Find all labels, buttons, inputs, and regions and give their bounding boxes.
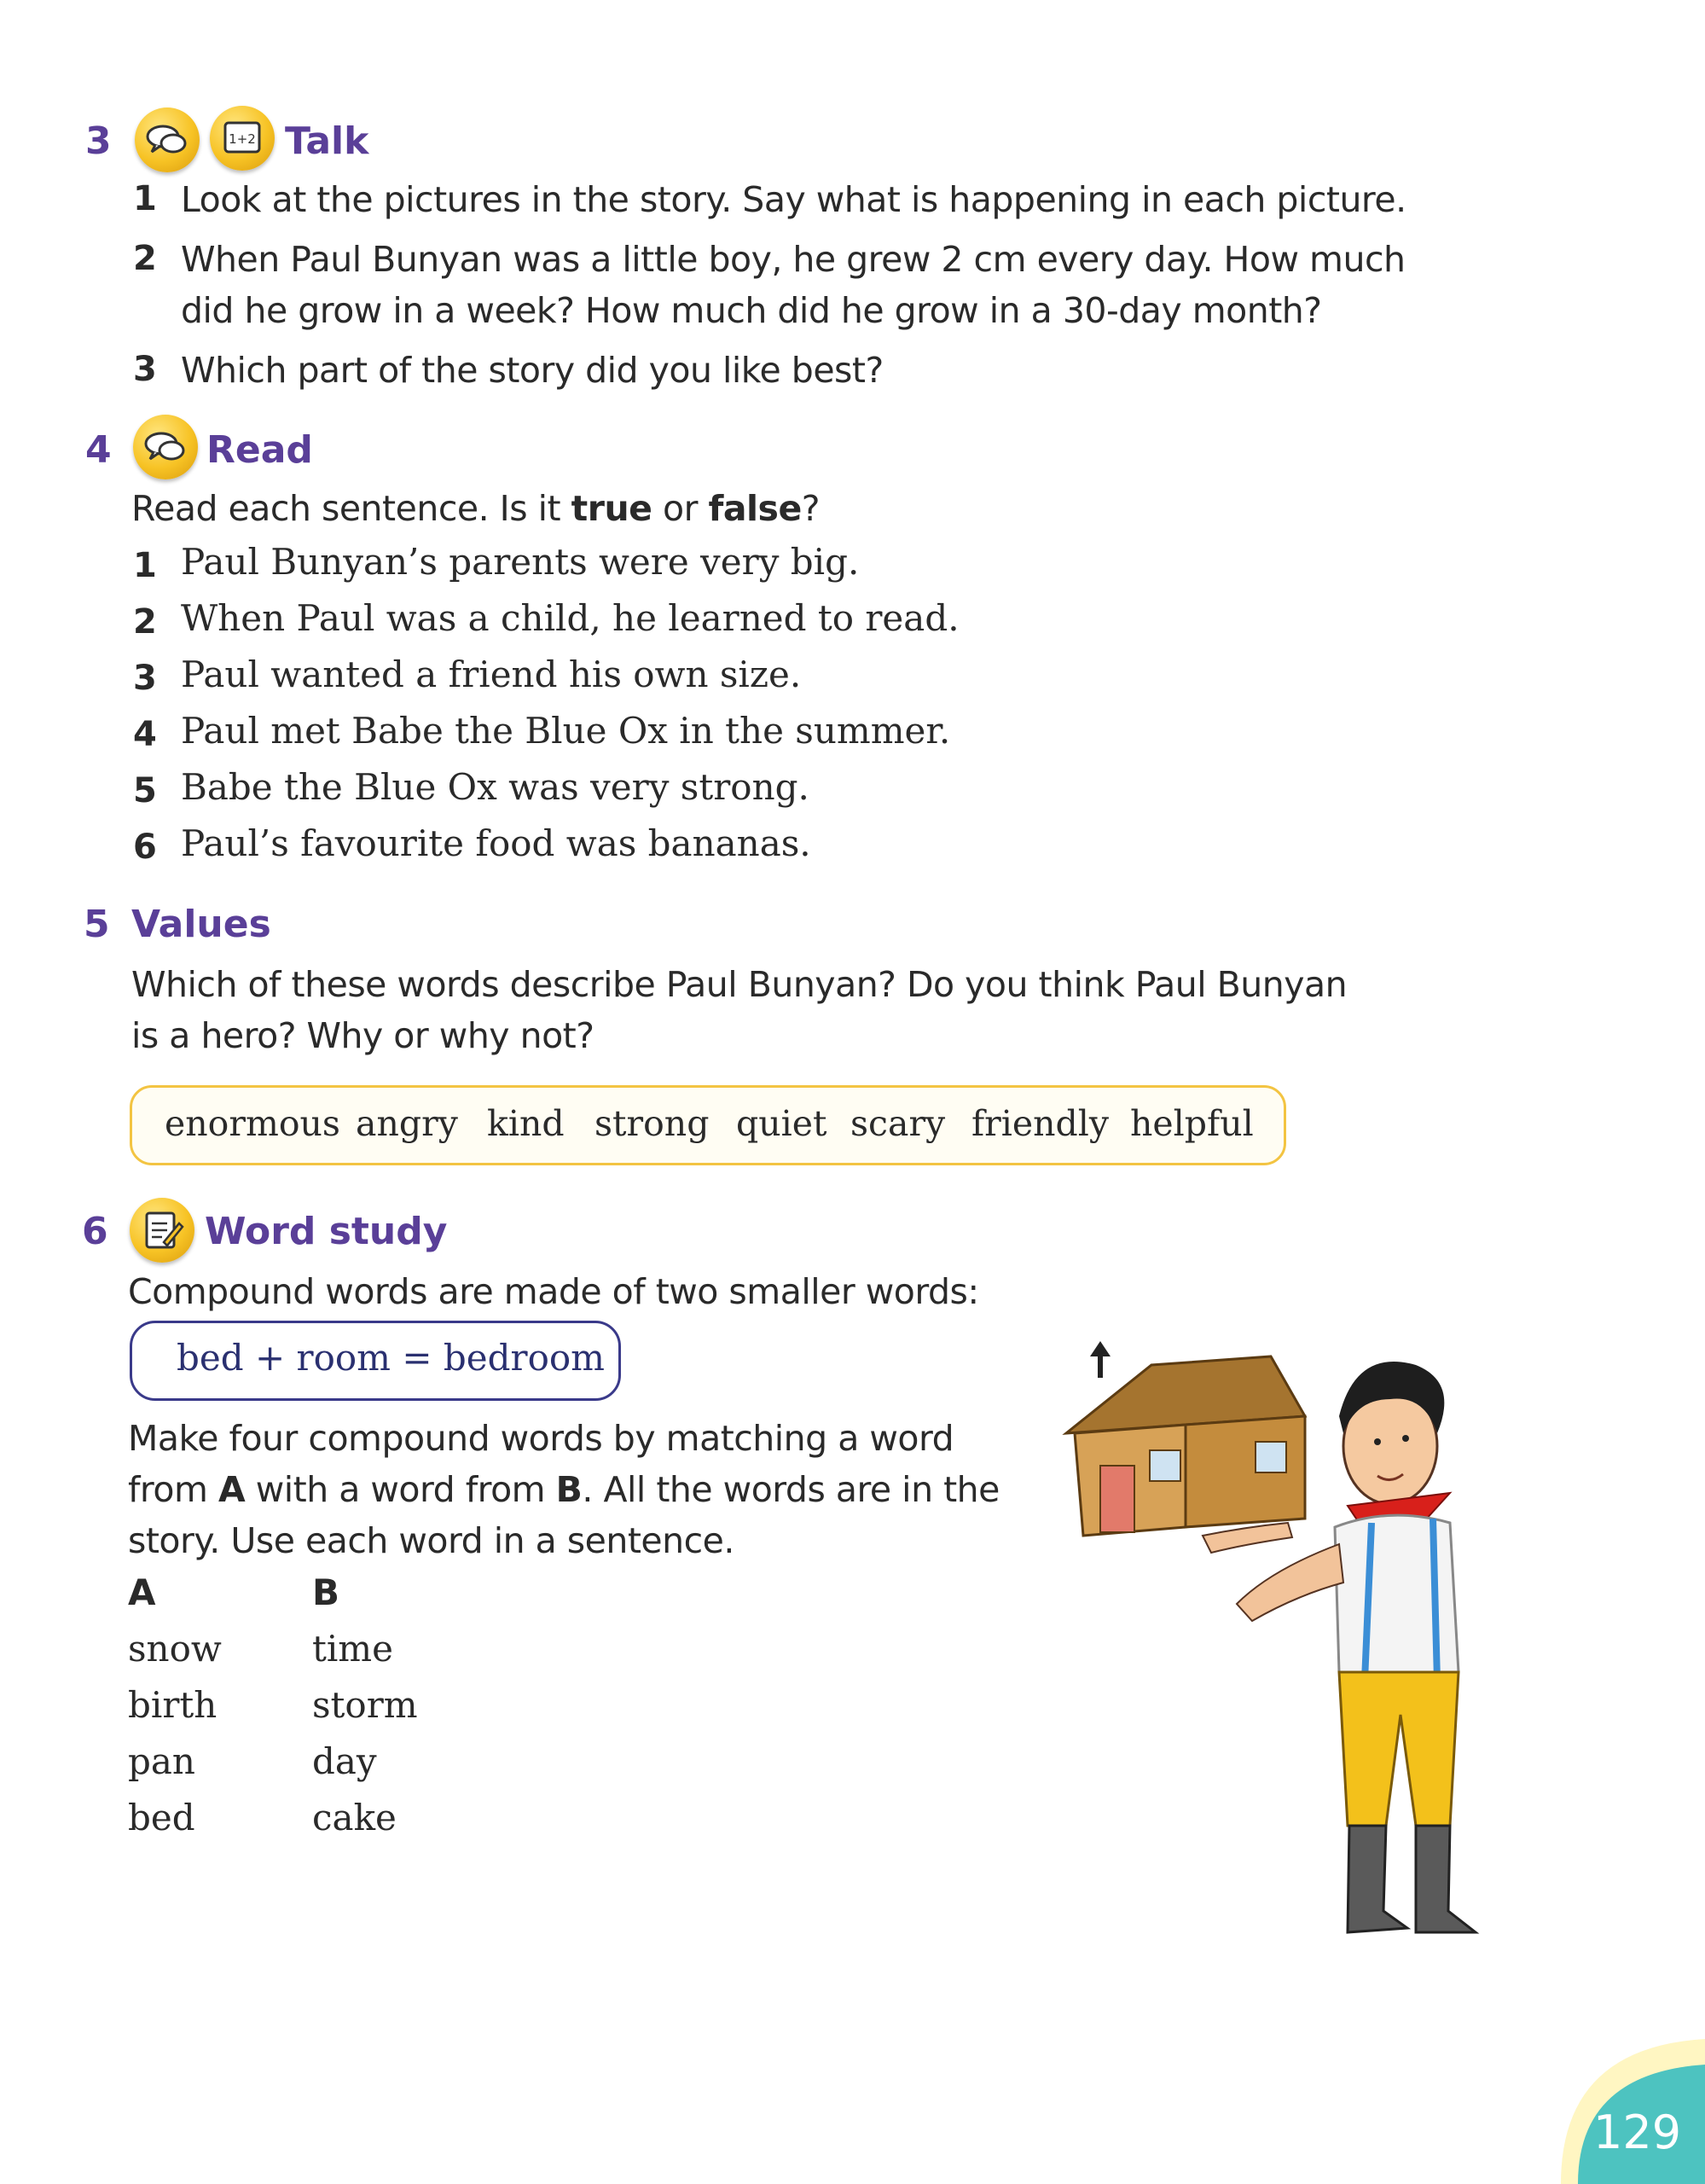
item-text: Paul’s favourite food was bananas.	[181, 822, 811, 864]
boy-holding-house-illustration	[1049, 1314, 1527, 2048]
section-number: 5	[84, 903, 110, 946]
intro-text: or	[652, 488, 709, 529]
section-title: Read	[206, 428, 313, 472]
house-illustration	[1066, 1341, 1305, 1536]
false-keyword: false	[708, 488, 802, 529]
column-b-word: cake	[312, 1797, 397, 1838]
notebook-pencil-icon	[130, 1198, 194, 1263]
column-a-word: birth	[128, 1684, 217, 1726]
true-keyword: true	[571, 488, 652, 529]
item-number: 1	[133, 546, 157, 585]
word-bank-item: friendly	[971, 1103, 1110, 1144]
section-number: 4	[85, 428, 112, 472]
word-bank-item: strong	[594, 1103, 710, 1144]
word-bank-item: enormous	[165, 1103, 340, 1144]
column-b-header: B	[312, 1571, 340, 1613]
word-bank-item: angry	[356, 1103, 458, 1144]
column-b-word: time	[312, 1628, 393, 1670]
intro-text: Read each sentence. Is it	[131, 488, 571, 529]
item-number: 2	[133, 602, 157, 642]
column-a-word: snow	[128, 1628, 222, 1670]
section-number: 6	[82, 1210, 108, 1253]
compound-example-box	[130, 1321, 621, 1401]
instructions: story. Use each word in a sentence.	[128, 1520, 734, 1561]
item-text: When Paul Bunyan was a little boy, he grew 2 cm every day. How much	[181, 239, 1406, 280]
word-bank	[130, 1085, 1286, 1165]
item-text: Paul met Babe the Blue Ox in the summer.	[181, 710, 951, 752]
column-a-header: A	[128, 1571, 156, 1613]
item-number: 3	[133, 659, 157, 698]
section-title: Talk	[285, 119, 369, 163]
instructions-text: . All the words are in the	[582, 1469, 1000, 1510]
item-text: When Paul was a child, he learned to read.	[181, 597, 960, 639]
compound-intro: Compound words are made of two smaller words:	[128, 1271, 979, 1312]
word-bank-item: helpful	[1130, 1103, 1254, 1144]
section-title: Word study	[205, 1210, 448, 1253]
column-ref: B	[555, 1469, 583, 1510]
item-number: 5	[133, 771, 157, 810]
section-title: Values	[131, 903, 271, 946]
svg-text:1+2: 1+2	[229, 131, 256, 147]
column-a-word: bed	[128, 1797, 195, 1838]
section-number: 3	[85, 119, 112, 163]
word-bank-item: kind	[487, 1103, 565, 1144]
item-text: Paul Bunyan’s parents were very big.	[181, 541, 860, 583]
item-text: did he grow in a week? How much did he grow in a 30-day month?	[181, 290, 1322, 331]
read-intro	[131, 483, 820, 534]
values-prompt: is a hero? Why or why not?	[131, 1015, 594, 1056]
column-b-word: day	[312, 1740, 377, 1782]
item-text: Paul wanted a friend his own size.	[181, 653, 802, 695]
speech-bubbles-icon	[135, 107, 200, 172]
item-number: 4	[133, 715, 157, 754]
item-text: Babe the Blue Ox was very strong.	[181, 766, 809, 808]
word-bank-item: scary	[850, 1103, 946, 1144]
item-number: 6	[133, 828, 157, 867]
page-number: 129	[1593, 2106, 1682, 2159]
calculator-icon	[210, 106, 275, 171]
instructions	[128, 1464, 1000, 1515]
instructions: Make four compound words by matching a word	[128, 1418, 954, 1459]
column-ref: A	[217, 1469, 246, 1510]
page-number-tab	[1544, 2022, 1705, 2184]
instructions-text: from	[128, 1469, 218, 1510]
values-prompt: Which of these words describe Paul Bunyan? Do you think Paul Bunyan	[131, 964, 1348, 1005]
item-number: 2	[133, 239, 157, 278]
compound-example: bed + room = bedroom	[177, 1337, 605, 1379]
item-number: 1	[133, 179, 157, 218]
item-text: Look at the pictures in the story. Say what is happening in each picture.	[181, 179, 1406, 220]
column-b-word: storm	[312, 1684, 418, 1726]
intro-text: ?	[801, 488, 821, 529]
item-number: 3	[133, 350, 157, 389]
item-text: Which part of the story did you like best?	[181, 350, 884, 391]
word-bank-item: quiet	[736, 1103, 827, 1144]
column-a-word: pan	[128, 1740, 195, 1782]
speech-bubbles-icon	[133, 415, 198, 479]
instructions-text: with a word from	[245, 1469, 556, 1510]
